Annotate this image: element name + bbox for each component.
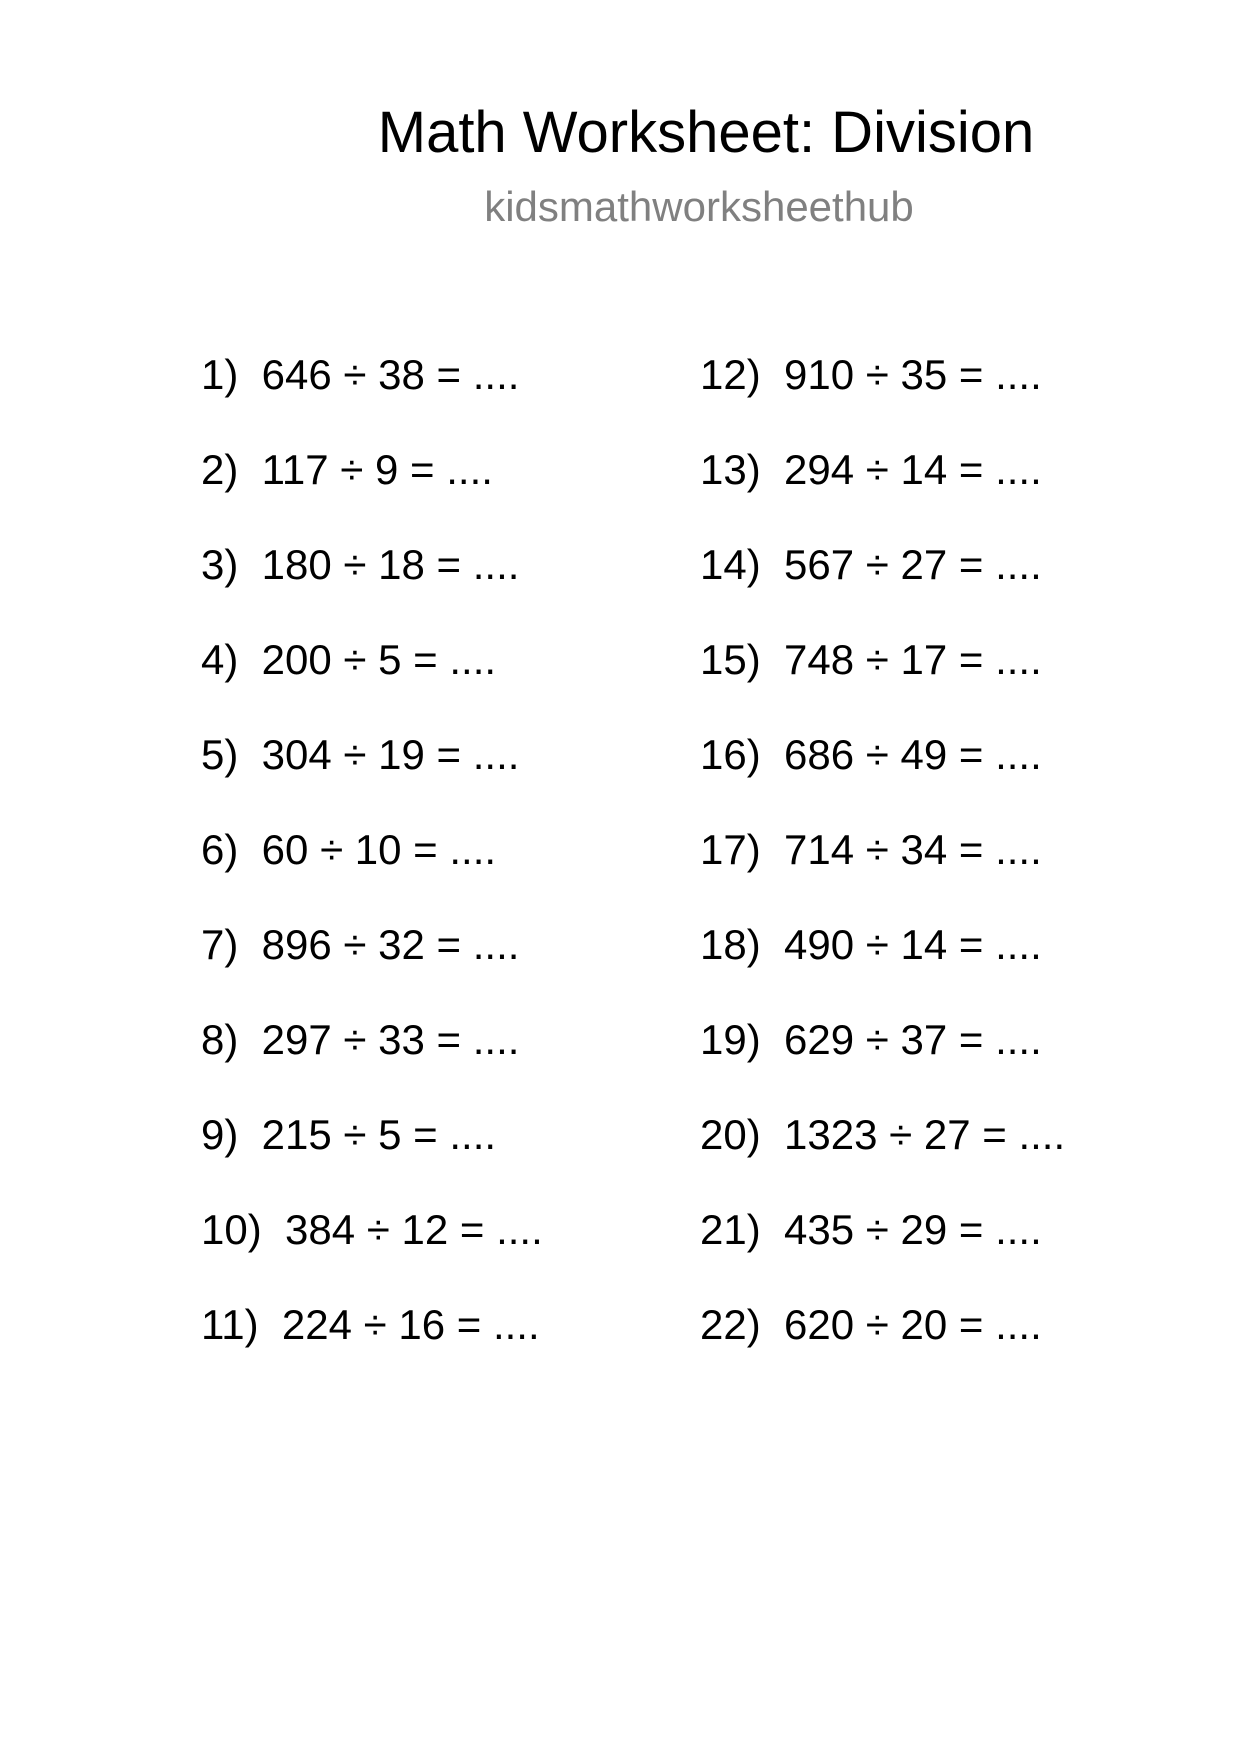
problem-item: 16) 686 ÷ 49 = .... [700, 731, 1042, 778]
problems-right-column [700, 350, 1065, 1395]
page-subtitle: kidsmathworksheethub [484, 183, 914, 230]
problem-item: 18) 490 ÷ 14 = .... [700, 921, 1042, 968]
problem-item: 2) 117 ÷ 9 = .... [201, 446, 493, 493]
problem-item: 15) 748 ÷ 17 = .... [700, 636, 1042, 683]
problem-item: 8) 297 ÷ 33 = .... [201, 1016, 520, 1063]
problem-item: 5) 304 ÷ 19 = .... [201, 731, 520, 778]
problem-item: 9) 215 ÷ 5 = .... [201, 1111, 497, 1158]
problem-item: 21) 435 ÷ 29 = .... [700, 1206, 1042, 1253]
problem-item: 6) 60 ÷ 10 = .... [201, 826, 497, 873]
problems-left-column [201, 350, 543, 1395]
problem-item: 17) 714 ÷ 34 = .... [700, 826, 1042, 873]
problem-item: 19) 629 ÷ 37 = .... [700, 1016, 1042, 1063]
problem-item: 4) 200 ÷ 5 = .... [201, 636, 497, 683]
problem-item: 10) 384 ÷ 12 = .... [201, 1206, 543, 1253]
problem-item: 3) 180 ÷ 18 = .... [201, 541, 520, 588]
problem-item: 12) 910 ÷ 35 = .... [700, 351, 1042, 398]
page-title: Math Worksheet: Division [377, 100, 1035, 165]
problem-item: 7) 896 ÷ 32 = .... [201, 921, 520, 968]
problem-item: 1) 646 ÷ 38 = .... [201, 351, 520, 398]
problem-item: 22) 620 ÷ 20 = .... [700, 1301, 1042, 1348]
problem-item: 14) 567 ÷ 27 = .... [700, 541, 1042, 588]
problem-item: 11) 224 ÷ 16 = .... [201, 1301, 540, 1348]
problem-item: 13) 294 ÷ 14 = .... [700, 446, 1042, 493]
problem-item: 20) 1323 ÷ 27 = .... [700, 1111, 1066, 1158]
